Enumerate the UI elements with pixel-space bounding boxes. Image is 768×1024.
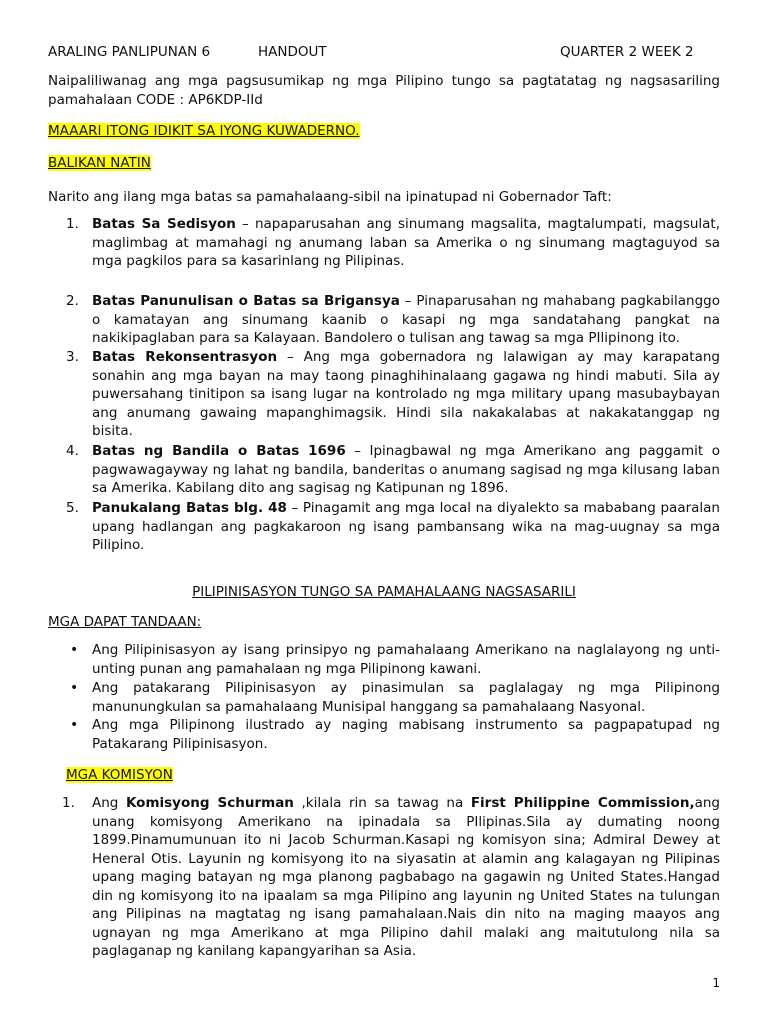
list-item [66, 348, 720, 441]
bullet-text: Ang mga Pilipinong ilustrado ay naging mabisang instrumento sa pagpapatupad ng Patakarang Pilipinisasyon. [92, 717, 720, 752]
list-number: 4. [66, 443, 79, 459]
komisyon-pre: Ang [92, 795, 126, 811]
balikan-heading-line [48, 154, 720, 173]
list-number: 1. [62, 795, 75, 811]
quarter-label: QUARTER 2 WEEK 2 [560, 44, 694, 60]
note-highlight: MAAARI ITONG IDIKIT SA IYONG KUWADERNO. [48, 123, 360, 139]
law-term: Batas Panunulisan o Batas sa Brigansya [92, 293, 400, 309]
komisyon-term: Komisyong Schurman [125, 795, 294, 811]
law-description: – Pinagamit ang mga local na diyalekto sa mababang paaralan upang hadlangan ang pagkakaroon ng isang pambansang wika na mag-uugnay sa mga Pilipino. [92, 500, 720, 553]
law-term: Batas Sa Sedisyon [92, 216, 236, 232]
law-description: – Ang mga gobernadora ng lalawigan ay may karapatang sonahin ang mga bayan na may taong pinaghihinalaang gagawa ng hindi mabuti. Sila ay puwersahang tinitipon sa isang lugar na kontrolado ng mga military upang masubaybayan ang anumang gawaing mapanghimagsik. Hindi sila nakakalabas at nakakatanggap ng bisita. [92, 349, 720, 439]
balikan-heading: BALIKAN NATIN [48, 155, 151, 171]
page-number: 1 [712, 976, 720, 990]
list-number: 3. [66, 349, 79, 365]
law-term: Batas ng Bandila o Batas 1696 [92, 443, 346, 459]
komisyon-heading-line [66, 766, 720, 785]
law-description: – Pinaparusahan ng mahabang pagkabilanggo o kamatayan ang sinumang kaanib o kasapi ng mga sandatahang pangkat na nakikipaglaban para sa Kalayaan. Bandolero o tulisan ang tawag sa mga PIlipinong ito. [92, 293, 720, 346]
law-description: – Ipinagbawal ng mga Amerikano ang paggamit o pagwawagayway ng lahat ng bandila, banderitas o anumang sagisad ng mga kilusang laban sa Amerika. Kabilang dito ang sagisag ng Katipunan ng 1896. [92, 443, 720, 496]
bullet-icon: • [70, 717, 79, 733]
komisyon-term: First Philippine Commission, [470, 795, 695, 811]
law-term: Batas Rekonsentrasyon [92, 349, 278, 365]
list-number: 1. [66, 216, 79, 232]
law-term: Panukalang Batas blg. 48 [92, 500, 287, 516]
bullet-text: Ang Pilipinisasyon ay isang prinsipyo ng pamahalaang Amerikano na naglalayong ng unti-unting punan ang pamahalaan ng mga Pilipinong kawani. [92, 642, 720, 677]
list-item [66, 442, 720, 498]
section-title: PILIPINISASYON TUNGO SA PAMAHALAANG NAGSASARILI [192, 584, 576, 600]
komisyon-mid: ,kilala rin sa tawag na [293, 795, 471, 811]
balikan-intro: Narito ang ilang mga batas sa pamahalaang-sibil na ipinatupad ni Gobernador Taft: [48, 189, 612, 205]
law-description: – napaparusahan ang sinumang magsalita, magtalumpati, magsulat, maglimbag at mamahagi ng anumang laban sa Amerika o ng sinumang magtaguyod sa mga pagkilos para sa kasarinlang ng Pilipinas. [92, 216, 721, 269]
bullet-icon: • [70, 642, 79, 658]
objective-text: Naipaliliwanag ang mga pagsusumikap ng mga Pilipino tungo sa pagtatatag ng nagsasariling pamahalaan CODE : AP6KDP-IId [48, 73, 720, 108]
list-item [70, 716, 720, 753]
document-header [48, 44, 720, 64]
list-number: 5. [66, 500, 79, 516]
tandaan-heading: MGA DAPAT TANDAAN: [48, 614, 202, 630]
komisyon-description: ang unang komisyong Amerikano na ipinadala sa PIlipinas.Sila ay dumating noong 1899.Pinamumunuan ito ni Jacob Schurman.Kasapi ng komisyon sina; Admiral Dewey at Heneral Otis. Layunin ng komisyong ito na siyasatin at alamin ang kalagayan ng Pilipinas upang maging batayan ng mga planong pagbabago na gagawin ng United States.Hangad din ng komisyong ito na ipaalam sa mga Pilipino ang layunin ng United States na tulungan ang Pilipinas na magtatag ng isang pamahalaan.Nais din nito na maging maayos ang ugnayan ng mga Amerikano at mga Pilipino dahil malaki ang maitutulong nila sa paglaganap ng kanilang kapangyarihan sa Asia. [92, 795, 720, 959]
list-item [70, 679, 720, 716]
list-item [70, 641, 720, 678]
list-item [66, 499, 720, 555]
list-item [66, 215, 721, 271]
handout-label: HANDOUT [258, 44, 327, 60]
list-item [62, 794, 720, 961]
note-line [48, 122, 720, 141]
komisyon-heading: MGA KOMISYON [66, 767, 173, 783]
list-number: 2. [66, 293, 79, 309]
bullet-icon: • [70, 680, 79, 696]
bullet-text: Ang patakarang Pilipinisasyon ay pinasimulan sa paglalagay ng mga Pilipinong manunungkulan sa pamahalaang Munisipal hanggang sa pamahalaang Nasyonal. [92, 680, 720, 715]
list-item [66, 292, 720, 348]
subject-label: ARALING PANLIPUNAN 6 [48, 44, 211, 60]
